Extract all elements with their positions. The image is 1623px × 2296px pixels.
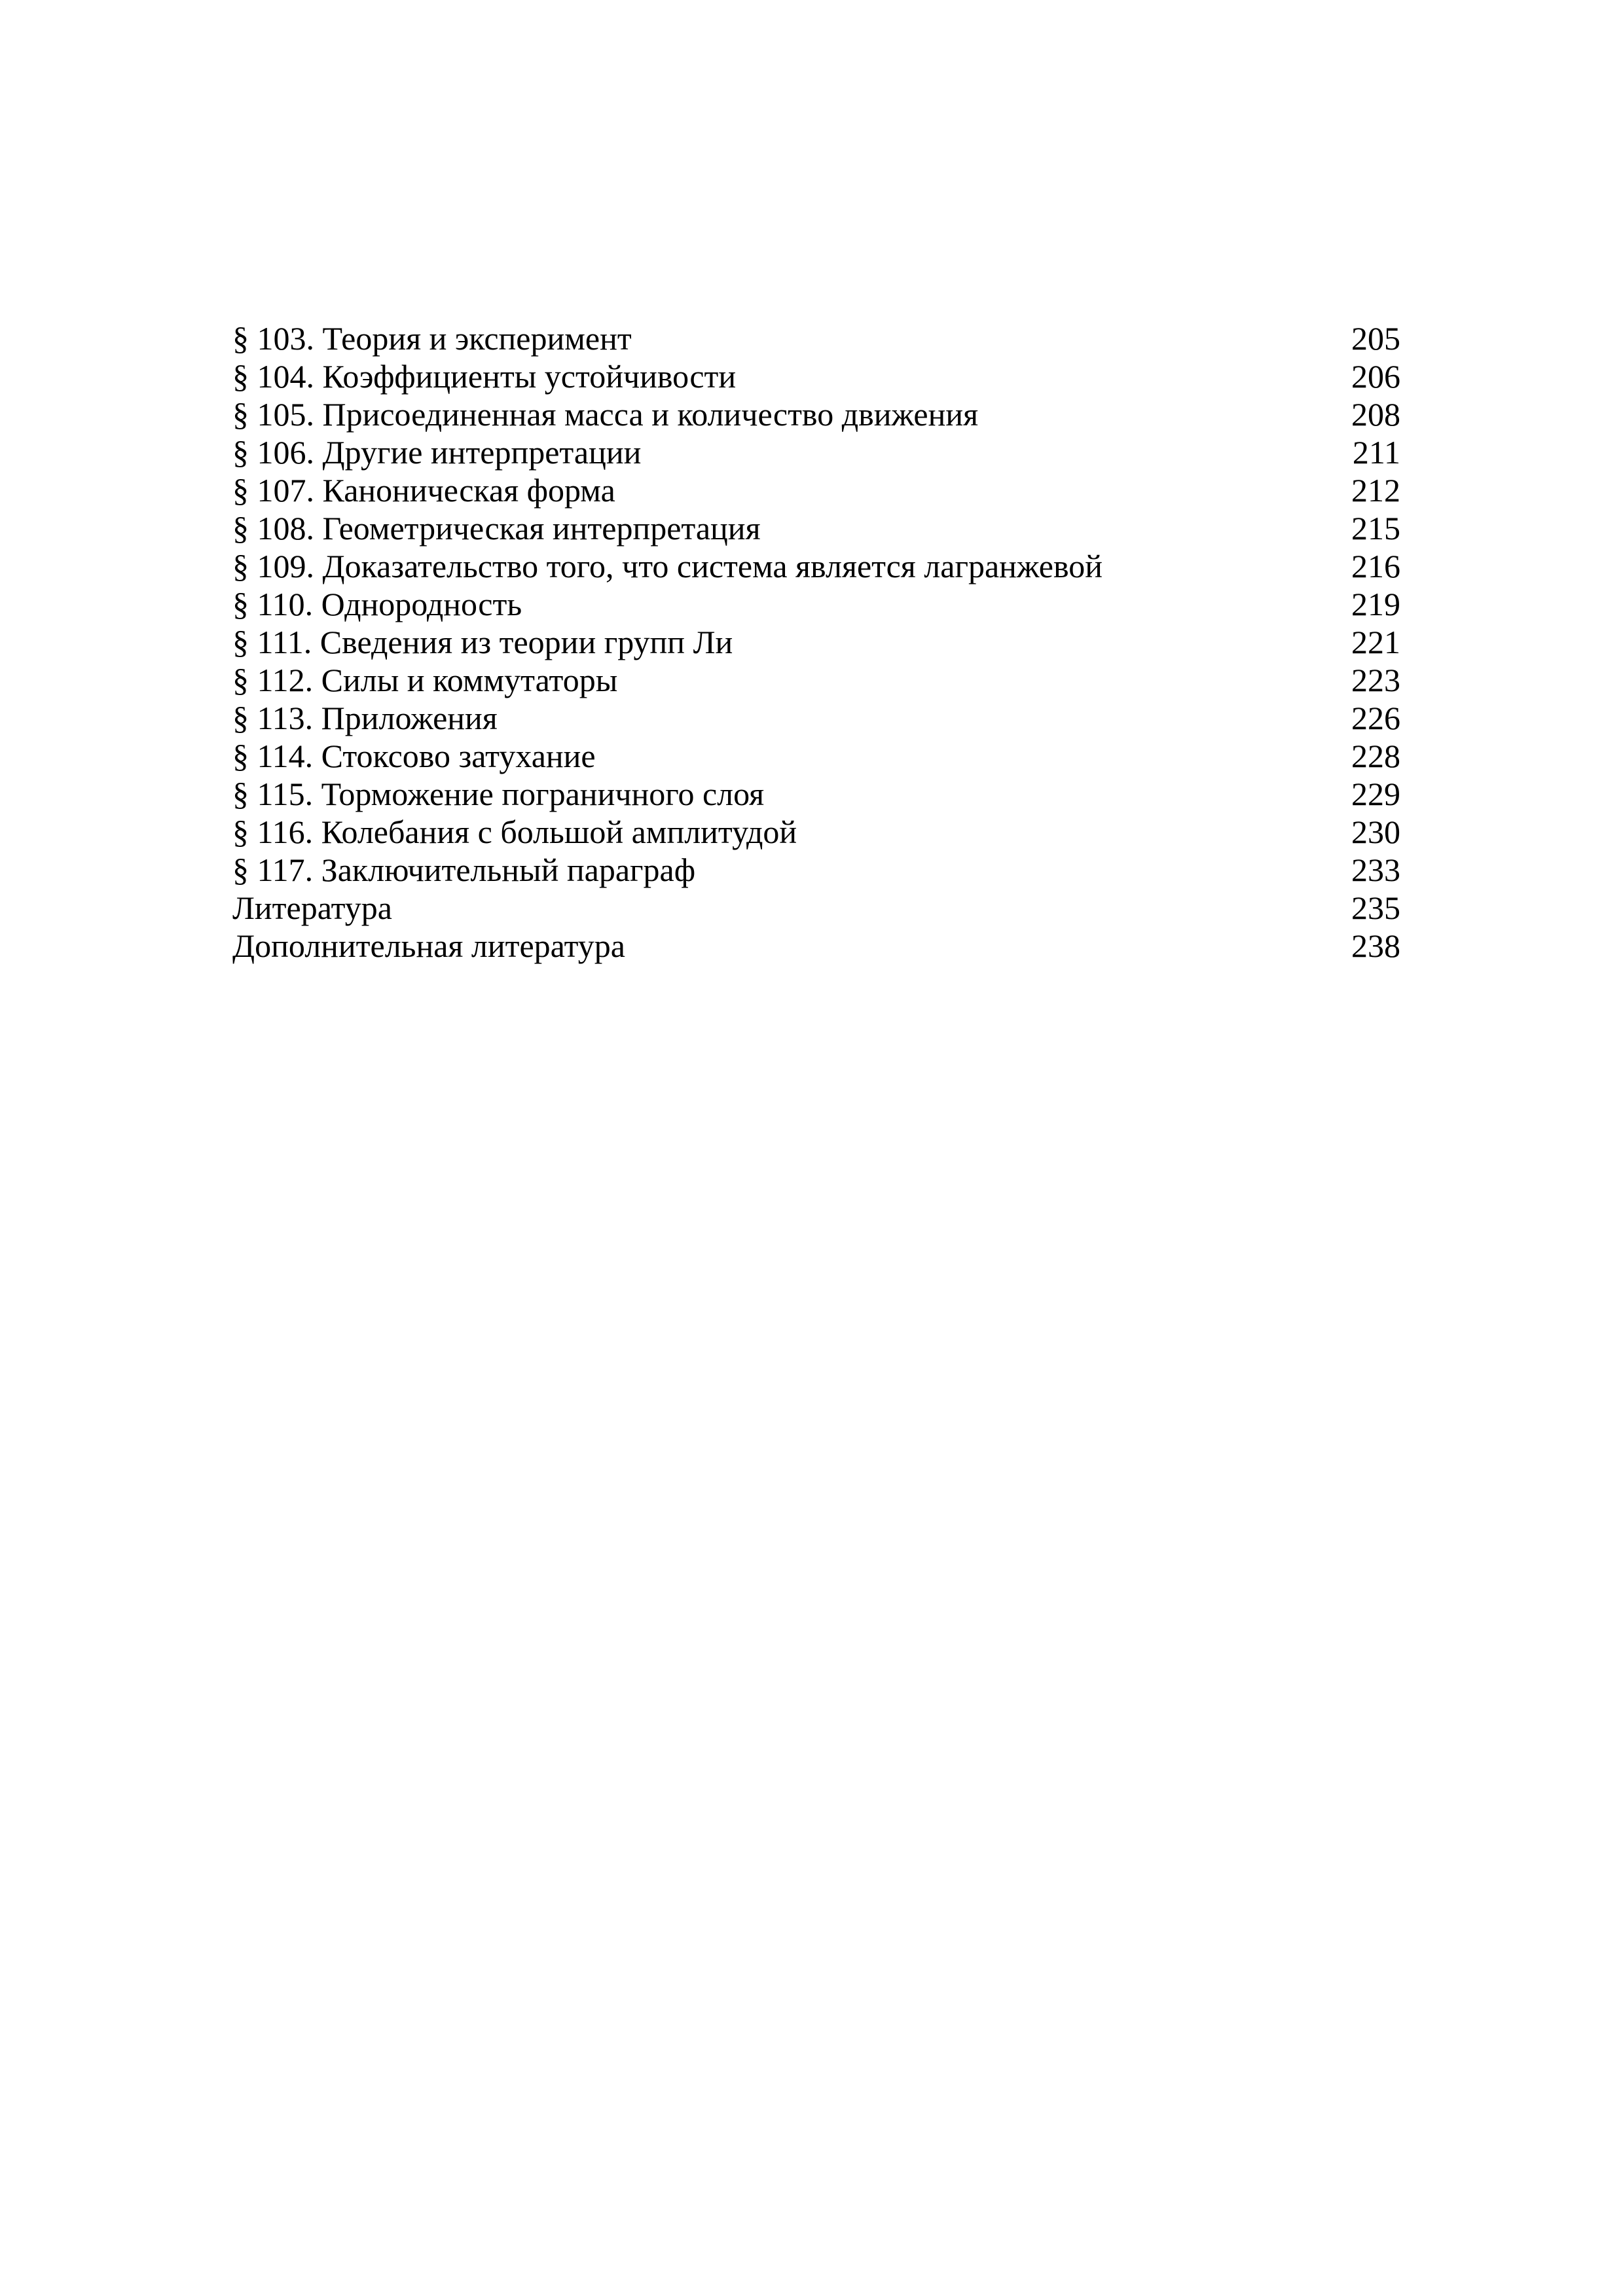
toc-entry-title: § 114. Стоксово затухание [232, 738, 596, 774]
toc-entry-108 [232, 509, 1400, 547]
toc-entry-page: 206 [1351, 358, 1400, 395]
toc-entry-109 [232, 547, 1400, 585]
toc-entry-page: 233 [1351, 852, 1400, 888]
toc-entry-references [232, 889, 1400, 927]
toc-entry-page: 230 [1351, 814, 1400, 850]
toc-entry-page: 212 [1351, 472, 1400, 509]
toc-entry-page: 219 [1351, 586, 1400, 622]
toc-entry-title: § 116. Колебания с большой амплитудой [232, 814, 797, 850]
toc-entry-page: 211 [1352, 434, 1400, 471]
toc-entry-107 [232, 471, 1400, 509]
toc-entry-117 [232, 851, 1400, 889]
toc-entry-104 [232, 357, 1400, 395]
toc-entry-116 [232, 813, 1400, 851]
toc-entry-page: 228 [1351, 738, 1400, 774]
toc-entry-page: 216 [1351, 548, 1400, 584]
toc-entry-title: Дополнительная литература [232, 927, 625, 964]
toc-entry-114 [232, 737, 1400, 775]
toc-entry-111 [232, 623, 1400, 661]
toc-entry-title: § 109. Доказательство того, что система является лагранжевой [232, 548, 1103, 584]
toc-entry-title: § 115. Торможение пограничного слоя [232, 776, 765, 812]
toc-entry-title: Литература [232, 889, 392, 926]
toc-entry-title: § 103. Теория и эксперимент [232, 320, 632, 357]
toc-entry-103 [232, 319, 1400, 357]
toc-entry-title: § 117. Заключительный параграф [232, 852, 696, 888]
toc-entry-title: § 108. Геометрическая интерпретация [232, 510, 761, 547]
toc-entry-page: 229 [1351, 776, 1400, 812]
table-of-contents [232, 319, 1400, 965]
toc-entry-title: § 110. Однородность [232, 586, 522, 622]
toc-entry-title: § 106. Другие интерпретации [232, 434, 642, 471]
toc-entry-page: 223 [1351, 662, 1400, 698]
toc-entry-title: § 111. Сведения из теории групп Ли [232, 624, 733, 660]
toc-entry-110 [232, 585, 1400, 623]
toc-entry-title: § 107. Каноническая форма [232, 472, 615, 509]
toc-entry-title: § 113. Приложения [232, 700, 498, 736]
toc-entry-page: 208 [1351, 396, 1400, 433]
toc-entry-115 [232, 775, 1400, 813]
toc-entry-additional-references [232, 927, 1400, 965]
toc-entry-page: 238 [1351, 927, 1400, 964]
toc-entry-title: § 105. Присоединенная масса и количество движения [232, 396, 979, 433]
toc-entry-page: 215 [1351, 510, 1400, 547]
toc-entry-106 [232, 433, 1400, 471]
toc-entry-105 [232, 395, 1400, 433]
toc-entry-page: 205 [1351, 320, 1400, 357]
toc-entry-title: § 112. Силы и коммутаторы [232, 662, 618, 698]
toc-entry-113 [232, 699, 1400, 737]
toc-entry-page: 235 [1351, 889, 1400, 926]
toc-entry-112 [232, 661, 1400, 699]
toc-entry-page: 226 [1351, 700, 1400, 736]
toc-entry-page: 221 [1351, 624, 1400, 660]
toc-entry-title: § 104. Коэффициенты устойчивости [232, 358, 737, 395]
